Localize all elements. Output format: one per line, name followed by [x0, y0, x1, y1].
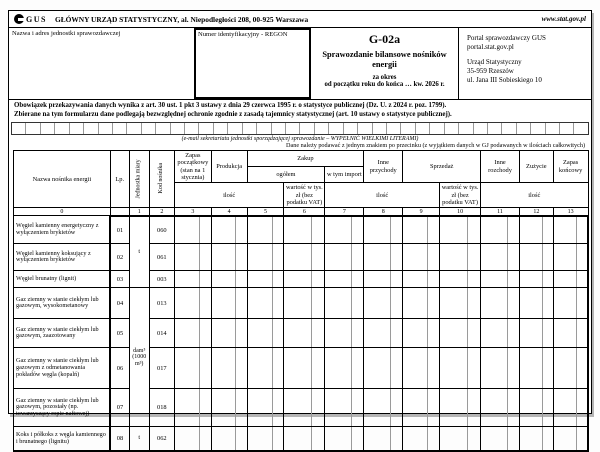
data-cell[interactable] [553, 216, 588, 244]
data-cell[interactable] [440, 427, 481, 451]
email-char-box[interactable] [171, 123, 185, 134]
portal-line-1: Portal sprawozdawczy GUS [467, 34, 546, 42]
subheader-qty-2: ilość [325, 183, 440, 208]
energy-carrier-name: Węgiel kamienny koksujący z wyłączeniem brykietów [14, 244, 111, 271]
email-char-box[interactable] [517, 123, 531, 134]
gus-logo-text: GUS [26, 14, 47, 24]
table-row [14, 319, 589, 348]
col-header-other-income: Inne przychody [364, 150, 403, 182]
data-cell[interactable] [520, 389, 554, 427]
email-char-box[interactable] [387, 123, 401, 134]
subheader-value-1: wartość w tys. zł (bez podatku VAT) [284, 183, 325, 208]
data-cell[interactable] [440, 216, 481, 244]
data-cell[interactable] [284, 427, 325, 451]
data-cell[interactable] [284, 389, 325, 427]
row-number: 01 [110, 216, 129, 244]
energy-carrier-name: Gaz ziemny w stanie ciekłym lub gazowym, pozostały (np. towarzyszący ropie naftowej) [14, 389, 111, 427]
data-cell[interactable] [403, 427, 440, 451]
legal-notice [9, 100, 591, 121]
data-cell[interactable] [520, 216, 554, 244]
data-cell[interactable] [520, 244, 554, 271]
data-cell[interactable] [211, 319, 247, 348]
data-cell[interactable] [174, 427, 211, 451]
col-header-production: Produkcja [211, 150, 247, 182]
col-header-purchase-import: w tym import [325, 167, 364, 183]
data-cell[interactable] [364, 271, 403, 288]
data-cell[interactable] [481, 216, 520, 244]
data-cell[interactable] [247, 319, 284, 348]
website-link[interactable]: www.stat.gov.pl [541, 15, 586, 23]
data-cell[interactable] [284, 271, 325, 288]
data-cell[interactable] [247, 348, 284, 389]
row-number: 07 [110, 389, 129, 427]
email-char-box[interactable] [41, 123, 55, 134]
reporting-unit-field[interactable]: Nazwa i adres jednostki sprawozdawczej [12, 30, 121, 37]
legal-line-1: Obowiązek przekazywania danych wynika z art. 30 ust. 1 pkt 3 ustawy z dnia 29 czerwca 1995 r. o statystyce publicznej (Dz. U. z 2024 r. poz. 1799). [14, 102, 447, 109]
data-cell[interactable] [403, 348, 440, 389]
data-cell[interactable] [440, 271, 481, 288]
data-cell[interactable] [325, 389, 364, 427]
col-header-consumption: Zużycie [520, 150, 554, 182]
carrier-code: 013 [149, 288, 174, 319]
carrier-code: 060 [149, 216, 174, 244]
gus-logo-icon [14, 14, 24, 24]
data-cell[interactable] [520, 271, 554, 288]
form-code: G-02a [368, 32, 401, 46]
data-cell[interactable] [211, 288, 247, 319]
col-numbers-row [14, 208, 589, 216]
col-number: 10 [440, 208, 481, 216]
regon-field[interactable]: Numer identyfikacyjny - REGON [194, 28, 311, 99]
email-char-box[interactable] [84, 123, 98, 134]
carrier-code: 061 [149, 244, 174, 271]
email-char-box[interactable] [127, 123, 141, 134]
precision-note: Dane należy podawać z jednym znakiem po przecinku (z wyjątkiem danych w GJ podawanych w ilościach całkowitych) [286, 141, 585, 149]
data-cell[interactable] [211, 216, 247, 244]
balance-table [13, 150, 589, 452]
table-row [14, 244, 589, 271]
data-cell[interactable] [284, 288, 325, 319]
data-cell[interactable] [553, 348, 588, 389]
email-char-box[interactable] [300, 123, 314, 134]
data-cell[interactable] [247, 427, 284, 451]
data-cell[interactable] [284, 348, 325, 389]
col-number: 8 [364, 208, 403, 216]
email-char-box[interactable] [560, 123, 574, 134]
email-char-box[interactable] [185, 123, 199, 134]
col-number: 13 [553, 208, 588, 216]
table-row [14, 427, 589, 451]
data-cell[interactable] [440, 319, 481, 348]
energy-carrier-name: Gaz ziemny w stanie ciekłym lub gazowym z odmetanowania pokładów węgla (kopalń) [14, 348, 111, 389]
email-char-box[interactable] [99, 123, 113, 134]
data-cell[interactable] [364, 427, 403, 451]
data-cell[interactable] [247, 271, 284, 288]
unit-of-measure: t [129, 216, 149, 288]
energy-carrier-name: Gaz ziemny w stanie ciekłym lub gazowym, wysokometanowy [14, 288, 111, 319]
subheader-qty-3: ilość [481, 183, 588, 208]
col-number [110, 208, 129, 216]
col-header-name: Nazwa nośnika energii [14, 150, 111, 208]
period-value: od początku roku do końca … kw. 2026 r. [324, 81, 445, 89]
email-char-box[interactable] [459, 123, 473, 134]
table-row [14, 271, 589, 288]
office-line-3: ul. Jana III Sobieskiego 10 [467, 76, 542, 85]
email-char-box[interactable] [199, 123, 213, 134]
data-cell[interactable] [174, 244, 211, 271]
data-cell[interactable] [440, 244, 481, 271]
email-char-box[interactable] [430, 123, 444, 134]
data-cell[interactable] [325, 288, 364, 319]
email-char-box[interactable] [272, 123, 286, 134]
table-row [14, 348, 589, 389]
carrier-code: 014 [149, 319, 174, 348]
data-cell[interactable] [364, 244, 403, 271]
row-number: 06 [110, 348, 129, 389]
col-header-purchase-total: ogółem [247, 167, 325, 183]
email-char-box[interactable] [502, 123, 516, 134]
form-page [8, 10, 592, 445]
data-cell[interactable] [403, 319, 440, 348]
data-cell[interactable] [403, 244, 440, 271]
data-cell[interactable] [174, 389, 211, 427]
data-cell[interactable] [284, 244, 325, 271]
email-char-box[interactable] [70, 123, 84, 134]
data-cell[interactable] [325, 271, 364, 288]
data-cell[interactable] [553, 271, 588, 288]
col-header-opening-stock: Zapas początkowy (stan na 1 stycznia) [174, 150, 211, 182]
table-header [14, 150, 589, 216]
data-cell[interactable] [520, 319, 554, 348]
col-number: 5 [247, 208, 284, 216]
energy-carrier-name: Gaz ziemny w stanie ciekłym lub gazowym, zaazotowany [14, 319, 111, 348]
email-char-box[interactable] [531, 123, 545, 134]
row-number: 04 [110, 288, 129, 319]
col-header-purchase: Zakup [247, 150, 364, 166]
email-char-box[interactable] [416, 123, 430, 134]
data-cell[interactable] [211, 244, 247, 271]
data-cell[interactable] [440, 288, 481, 319]
col-number: 2 [149, 208, 174, 216]
email-char-box[interactable] [373, 123, 387, 134]
portal-line-2: portal.stat.gov.pl [467, 43, 514, 52]
data-cell[interactable] [325, 427, 364, 451]
row-number: 05 [110, 319, 129, 348]
energy-carrier-name: Koks i półkoks z węgla kamiennego i brunatnego (lignitu) [14, 427, 111, 451]
email-char-box[interactable] [12, 123, 26, 134]
col-header-sales: Sprzedaż [403, 150, 481, 182]
email-char-box[interactable] [445, 123, 459, 134]
data-cell[interactable] [553, 427, 588, 451]
data-cell[interactable] [174, 348, 211, 389]
email-char-box[interactable] [257, 123, 271, 134]
legal-line-2: Zbierane na tym formularzu dane podlegają bezwzględnej ochronie zgodnie z zasadą tajemnicy statystycznej (art. 10 ustawy o statystyce publicznej). [14, 110, 452, 118]
row-number: 03 [110, 271, 129, 288]
unit-of-measure: t [129, 427, 149, 451]
email-char-box[interactable] [55, 123, 69, 134]
email-char-box[interactable] [574, 123, 587, 134]
data-cell[interactable] [364, 348, 403, 389]
info-band [9, 28, 591, 100]
data-cell[interactable] [481, 427, 520, 451]
energy-carrier-name: Węgiel kamienny energetyczny z wyłączeniem brykietów [14, 216, 111, 244]
email-char-box[interactable] [358, 123, 372, 134]
table-row [14, 288, 589, 319]
data-cell[interactable] [284, 319, 325, 348]
data-cell[interactable] [174, 319, 211, 348]
col-number: 1 [129, 208, 149, 216]
data-cell[interactable] [325, 348, 364, 389]
data-cell[interactable] [553, 319, 588, 348]
data-cell[interactable] [211, 271, 247, 288]
data-cell[interactable] [481, 271, 520, 288]
data-cell[interactable] [325, 319, 364, 348]
col-header-lp: Lp. [110, 150, 129, 208]
unit-of-measure: dam³ (1000 m³) [129, 288, 149, 427]
email-char-box[interactable] [344, 123, 358, 134]
carrier-code: 017 [149, 348, 174, 389]
data-cell[interactable] [440, 389, 481, 427]
data-cell[interactable] [247, 216, 284, 244]
data-cell[interactable] [403, 216, 440, 244]
office-line-2: 35-959 Rzeszów [467, 67, 514, 76]
data-cell[interactable] [364, 288, 403, 319]
data-cell[interactable] [481, 288, 520, 319]
data-cell[interactable] [520, 288, 554, 319]
subheader-value-2: wartość w tys. zł (bez podatku VAT) [440, 183, 481, 208]
top-bar [9, 11, 591, 28]
data-cell[interactable] [364, 389, 403, 427]
data-cell[interactable] [174, 216, 211, 244]
data-cell[interactable] [211, 389, 247, 427]
col-header-other-outgo: Inne rozchody [481, 150, 520, 182]
email-char-box[interactable] [286, 123, 300, 134]
email-char-box[interactable] [329, 123, 343, 134]
period-label: za okres [372, 74, 397, 82]
table-body [14, 216, 589, 451]
data-cell[interactable] [481, 348, 520, 389]
data-cell[interactable] [325, 244, 364, 271]
data-cell[interactable] [440, 348, 481, 389]
col-number: 12 [520, 208, 554, 216]
col-number: 7 [325, 208, 364, 216]
data-cell[interactable] [553, 288, 588, 319]
office-line-1: Urząd Statystyczny [467, 58, 522, 67]
email-boxes [11, 122, 589, 135]
data-cell[interactable] [481, 244, 520, 271]
data-cell[interactable] [403, 288, 440, 319]
data-cell[interactable] [211, 427, 247, 451]
data-cell[interactable] [520, 427, 554, 451]
data-cell[interactable] [247, 389, 284, 427]
email-char-box[interactable] [228, 123, 242, 134]
portal-info-cell [459, 28, 591, 99]
data-cell[interactable] [364, 216, 403, 244]
email-char-box[interactable] [113, 123, 127, 134]
col-number: 9 [403, 208, 440, 216]
email-char-box[interactable] [156, 123, 170, 134]
email-char-box[interactable] [315, 123, 329, 134]
data-cell[interactable] [403, 389, 440, 427]
data-cell[interactable] [403, 271, 440, 288]
data-cell[interactable] [481, 389, 520, 427]
data-cell[interactable] [211, 348, 247, 389]
data-cell[interactable] [247, 288, 284, 319]
carrier-code: 062 [149, 427, 174, 451]
data-cell[interactable] [247, 244, 284, 271]
col-number: 11 [481, 208, 520, 216]
email-char-box[interactable] [142, 123, 156, 134]
email-caption: (e-mail sekretariatu jednostki sporządzającej sprawozdanie – WYPEŁNIĆ WIELKIMI LITERAMI) [181, 135, 419, 142]
email-char-box[interactable] [214, 123, 228, 134]
col-number: 6 [284, 208, 325, 216]
data-cell[interactable] [481, 319, 520, 348]
data-cell[interactable] [325, 216, 364, 244]
carrier-code: 018 [149, 389, 174, 427]
col-header-unit: Jednostka miary [129, 150, 149, 208]
org-address-line: GŁÓWNY URZĄD STATYSTYCZNY, al. Niepodległości 208, 00-925 Warszawa [54, 14, 309, 24]
row-number: 08 [110, 427, 129, 451]
col-header-code: Kod nośnika [149, 150, 174, 208]
col-header-closing-stock: Zapas końcowy [553, 150, 588, 182]
data-cell[interactable] [364, 319, 403, 348]
carrier-code: 003 [149, 271, 174, 288]
email-char-box[interactable] [474, 123, 488, 134]
email-char-box[interactable] [488, 123, 502, 134]
energy-carrier-name: Węgiel brunatny (lignit) [14, 271, 111, 288]
col-number: 4 [211, 208, 247, 216]
table-row [14, 216, 589, 244]
form-title: Sprawozdanie bilansowe nośników energii [322, 50, 447, 69]
data-cell[interactable] [553, 244, 588, 271]
col-number: 3 [174, 208, 211, 216]
data-cell[interactable] [174, 288, 211, 319]
data-cell[interactable] [174, 271, 211, 288]
email-char-box[interactable] [546, 123, 560, 134]
subheader-qty-1: ilość [174, 183, 283, 208]
email-char-box[interactable] [26, 123, 40, 134]
email-char-box[interactable] [243, 123, 257, 134]
table-row [14, 389, 589, 427]
data-cell[interactable] [520, 348, 554, 389]
col-number: 0 [14, 208, 111, 216]
email-char-box[interactable] [401, 123, 415, 134]
data-cell[interactable] [553, 389, 588, 427]
data-cell[interactable] [284, 216, 325, 244]
form-id-cell [311, 28, 459, 99]
row-number: 02 [110, 244, 129, 271]
